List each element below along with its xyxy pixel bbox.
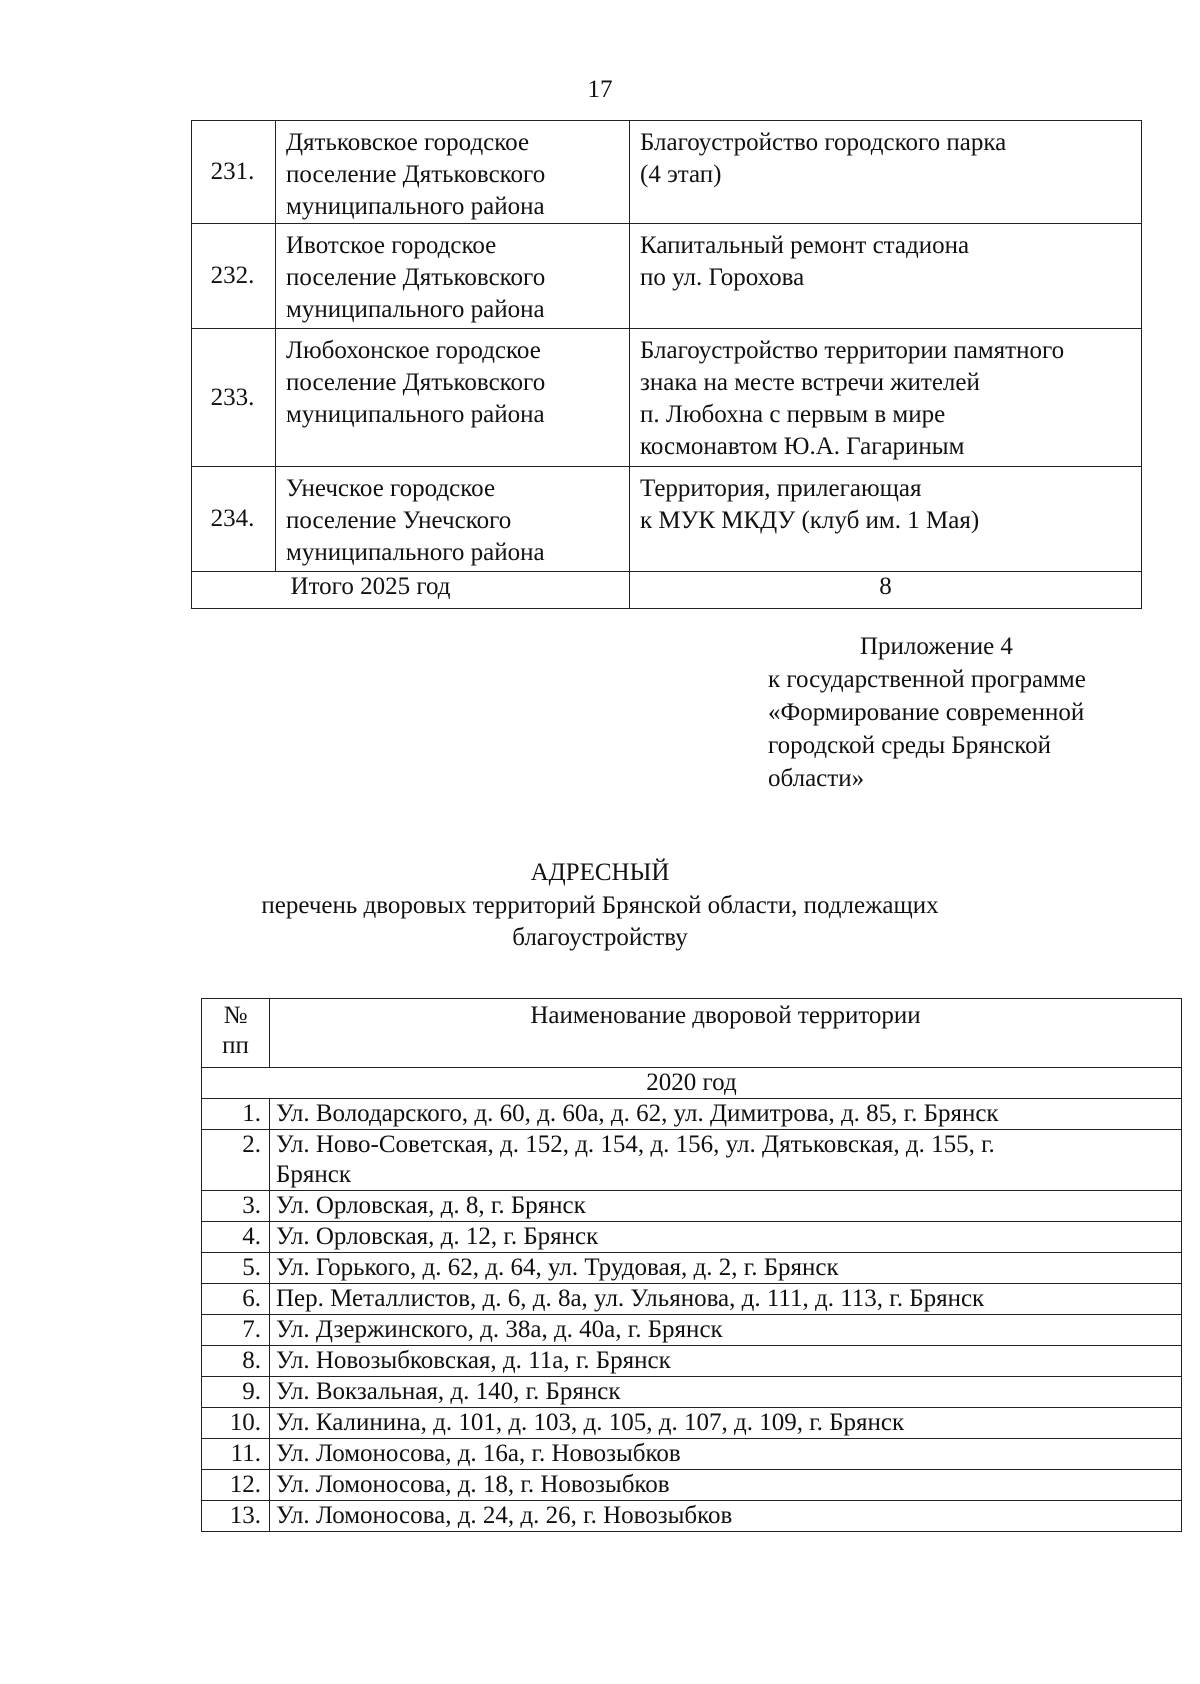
address-cell bbox=[270, 1284, 1182, 1315]
row-number: 4. bbox=[202, 1222, 270, 1253]
address-line: Ул. Ломоносова, д. 18, г. Новозыбков bbox=[276, 1471, 670, 1498]
table-row bbox=[202, 1439, 1182, 1470]
row-number: 8. bbox=[202, 1346, 270, 1377]
table-row bbox=[202, 1408, 1182, 1439]
address-line: Ул. Калинина, д. 101, д. 103, д. 105, д. 107, д. 109, г. Брянск bbox=[276, 1409, 905, 1436]
address-cell bbox=[270, 1346, 1182, 1377]
row-number: 6. bbox=[202, 1284, 270, 1315]
table-row bbox=[192, 329, 1142, 467]
address-line: Ул. Ломоносова, д. 16а, г. Новозыбков bbox=[276, 1440, 681, 1467]
address-cell bbox=[270, 1222, 1182, 1253]
address-line: Ул. Орловская, д. 8, г. Брянск bbox=[276, 1192, 586, 1219]
table-row bbox=[202, 1377, 1182, 1408]
row-number: 5. bbox=[202, 1253, 270, 1284]
municipality-line: поселение Дятьковского bbox=[286, 369, 546, 396]
municipality-cell bbox=[276, 467, 630, 572]
appendix-note bbox=[768, 630, 1168, 795]
row-number: 2. bbox=[202, 1130, 270, 1191]
total-row bbox=[192, 572, 1142, 609]
row-number: 233. bbox=[192, 329, 276, 467]
table-row bbox=[192, 467, 1142, 572]
address-line: Ул. Ломоносова, д. 24, д. 26, г. Новозыбков bbox=[276, 1502, 733, 1529]
column-header-number-line: № bbox=[223, 1002, 248, 1029]
table-row bbox=[192, 224, 1142, 329]
object-line: космонавтом Ю.А. Гагариным bbox=[640, 433, 965, 460]
total-value: 8 bbox=[630, 572, 1142, 609]
year-label: 2020 год bbox=[202, 1068, 1182, 1099]
municipality-line: муниципального района bbox=[286, 296, 545, 323]
municipality-line: поселение Дятьковского bbox=[286, 161, 546, 188]
row-number: 234. bbox=[192, 467, 276, 572]
municipality-line: Любохонское городское bbox=[286, 337, 541, 364]
object-line: Капитальный ремонт стадиона bbox=[640, 232, 970, 259]
row-number: 1. bbox=[202, 1099, 270, 1130]
list-heading-subtitle-cont: благоустройству bbox=[512, 924, 688, 951]
object-line: к МУК МКДУ (клуб им. 1 Мая) bbox=[640, 507, 980, 534]
municipality-cell bbox=[276, 121, 630, 224]
object-line: Территория, прилегающая bbox=[640, 475, 922, 502]
object-line: Благоустройство территории памятного bbox=[640, 337, 1065, 364]
address-cell bbox=[270, 1501, 1182, 1532]
address-line: Брянск bbox=[276, 1161, 351, 1188]
table-row bbox=[202, 1099, 1182, 1130]
row-number: 10. bbox=[202, 1408, 270, 1439]
column-header-number bbox=[202, 999, 270, 1068]
appendix-line: Приложение 4 bbox=[860, 633, 1013, 660]
table-row bbox=[202, 1284, 1182, 1315]
appendix-line: городской среды Брянской bbox=[768, 732, 1051, 759]
page-number: 17 bbox=[587, 76, 613, 103]
table-row bbox=[192, 121, 1142, 224]
address-line: Ул. Орловская, д. 12, г. Брянск bbox=[276, 1223, 599, 1250]
municipality-cell bbox=[276, 329, 630, 467]
column-header-number-line: пп bbox=[222, 1032, 249, 1059]
municipality-line: Дятьковское городское bbox=[286, 129, 530, 156]
address-line: Ул. Ново-Советская, д. 152, д. 154, д. 156, ул. Дятьковская, д. 155, г. bbox=[276, 1131, 995, 1158]
address-cell bbox=[270, 1439, 1182, 1470]
address-line: Ул. Дзержинского, д. 38а, д. 40а, г. Брянск bbox=[276, 1316, 723, 1343]
object-line: знака на месте встречи жителей bbox=[640, 369, 980, 396]
address-cell bbox=[270, 1130, 1182, 1191]
table-row bbox=[202, 1222, 1182, 1253]
address-cell bbox=[270, 1315, 1182, 1346]
municipality-line: муниципального района bbox=[286, 193, 545, 220]
address-line: Ул. Вокзальная, д. 140, г. Брянск bbox=[276, 1378, 621, 1405]
object-cell bbox=[630, 121, 1142, 224]
table-row bbox=[202, 1501, 1182, 1532]
address-line: Ул. Новозыбковская, д. 11а, г. Брянск bbox=[276, 1347, 671, 1374]
row-number: 3. bbox=[202, 1191, 270, 1222]
row-number: 7. bbox=[202, 1315, 270, 1346]
object-cell bbox=[630, 329, 1142, 467]
address-cell bbox=[270, 1099, 1182, 1130]
total-label: Итого 2025 год bbox=[192, 572, 630, 609]
object-line: Благоустройство городского парка bbox=[640, 129, 1007, 156]
list-heading-title: АДРЕСНЫЙ bbox=[530, 859, 670, 886]
object-cell bbox=[630, 224, 1142, 329]
object-cell bbox=[630, 467, 1142, 572]
object-line: по ул. Горохова bbox=[640, 264, 805, 291]
address-cell bbox=[270, 1253, 1182, 1284]
table-row bbox=[202, 1253, 1182, 1284]
table-row bbox=[202, 1346, 1182, 1377]
address-line: Пер. Металлистов, д. 6, д. 8а, ул. Ульянова, д. 111, д. 113, г. Брянск bbox=[276, 1285, 985, 1312]
municipality-line: Ивотское городское bbox=[286, 232, 497, 259]
row-number: 231. bbox=[192, 121, 276, 224]
projects-table bbox=[191, 120, 1142, 609]
object-line: п. Любохна с первым в мире bbox=[640, 401, 946, 428]
row-number: 11. bbox=[202, 1439, 270, 1470]
address-line: Ул. Горького, д. 62, д. 64, ул. Трудовая, д. 2, г. Брянск bbox=[276, 1254, 839, 1281]
appendix-line: к государственной программе bbox=[768, 666, 1086, 693]
municipality-line: муниципального района bbox=[286, 401, 545, 428]
municipality-line: Унечское городское bbox=[286, 475, 496, 502]
municipality-cell bbox=[276, 224, 630, 329]
object-line: (4 этап) bbox=[640, 161, 722, 188]
municipality-line: муниципального района bbox=[286, 539, 545, 566]
address-cell bbox=[270, 1191, 1182, 1222]
table-header-row bbox=[202, 999, 1182, 1068]
appendix-line: области» bbox=[768, 765, 865, 792]
appendix-line: «Формирование современной bbox=[768, 699, 1085, 726]
address-cell bbox=[270, 1470, 1182, 1501]
address-cell bbox=[270, 1377, 1182, 1408]
table-row bbox=[202, 1470, 1182, 1501]
municipality-line: поселение Дятьковского bbox=[286, 264, 546, 291]
address-line: Ул. Володарского, д. 60, д. 60а, д. 62, ул. Димитрова, д. 85, г. Брянск bbox=[276, 1100, 999, 1127]
column-header-name: Наименование дворовой территории bbox=[270, 999, 1182, 1068]
table-row bbox=[202, 1130, 1182, 1191]
row-number: 9. bbox=[202, 1377, 270, 1408]
year-row bbox=[202, 1068, 1182, 1099]
courtyards-table bbox=[201, 998, 1182, 1532]
row-number: 12. bbox=[202, 1470, 270, 1501]
table-row bbox=[202, 1191, 1182, 1222]
municipality-line: поселение Унечского bbox=[286, 507, 512, 534]
address-cell bbox=[270, 1408, 1182, 1439]
row-number: 13. bbox=[202, 1501, 270, 1532]
list-heading-subtitle: перечень дворовых территорий Брянской области, подлежащих bbox=[261, 892, 939, 919]
row-number: 232. bbox=[192, 224, 276, 329]
table-row bbox=[202, 1315, 1182, 1346]
